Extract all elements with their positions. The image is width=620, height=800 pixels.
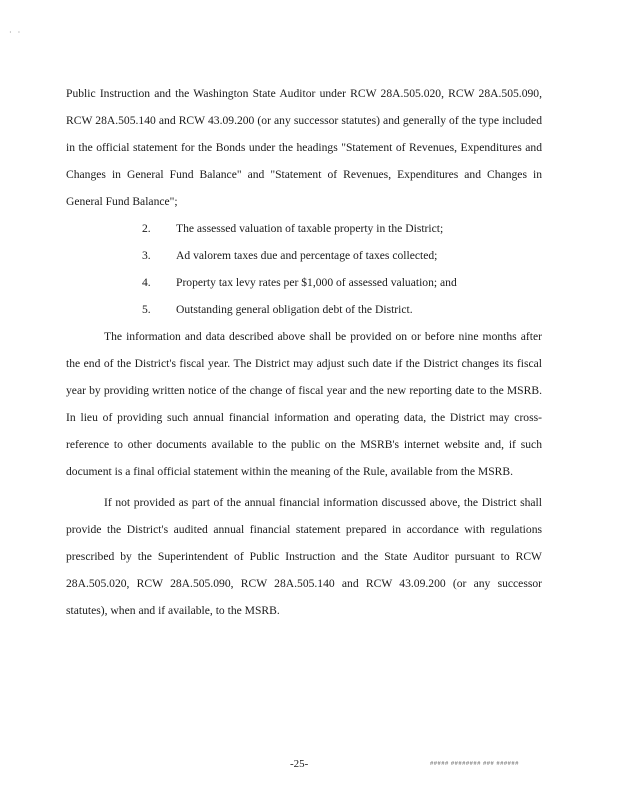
list-item-number: 5. (142, 303, 151, 316)
list-item-number: 3. (142, 249, 151, 262)
list-item-text: Ad valorem taxes due and percentage of taxes collected; (176, 249, 438, 262)
document-reference: ##### ######## ### ###### (430, 760, 519, 767)
list-item-number: 2. (142, 222, 151, 235)
list-item-text: Outstanding general obligation debt of the District. (176, 303, 413, 316)
paragraph-financial-statements: Public Instruction and the Washington State Auditor under RCW 28A.505.020, RCW 28A.505.090, RCW 28A.505.140 and RCW 43.09.200 (or any successor statutes) and generally of the type included in the official statement for the Bonds under the headings "Statement of Revenues, Expenditures and Changes in General Fund Balance" and "Statement of Revenues, Expenditures and Changes in General Fund Balance"; (66, 87, 542, 208)
disclosure-items-list (66, 215, 542, 323)
list-item (66, 215, 542, 242)
list-item-text: The assessed valuation of taxable property in the District; (176, 222, 444, 235)
list-item (66, 296, 542, 323)
paragraph-audited-statement: If not provided as part of the annual financial information discussed above, the District shall provide the District's audited annual financial statement prepared in accordance with regulations prescribed by the Superintendent of Public Instruction and the State Auditor pursuant to RCW 28A.505.020, RCW 28A.505.090, RCW 28A.505.140 and RCW 43.09.200 (or any successor statutes), when and if available, to the MSRB. (66, 496, 542, 617)
list-item (66, 269, 542, 296)
page-number: -25- (290, 758, 309, 770)
paragraph-filing-timing: The information and data described above shall be provided on or before nine months after the end of the District's fiscal year. The District may adjust such date if the District changes its fiscal year by providing written notice of the change of fiscal year and the new reporting date to the MSRB. In lieu of providing such annual financial information and operating data, the District may cross-reference to other documents available to the public on the MSRB's internet website and, if such document is a final official statement within the meaning of the Rule, available from the MSRB. (66, 330, 542, 478)
page-body (66, 80, 542, 624)
corner-mark: · · (9, 28, 23, 37)
list-item-number: 4. (142, 276, 151, 289)
list-item-text: Property tax levy rates per $1,000 of assessed valuation; and (176, 276, 457, 289)
list-item (66, 242, 542, 269)
